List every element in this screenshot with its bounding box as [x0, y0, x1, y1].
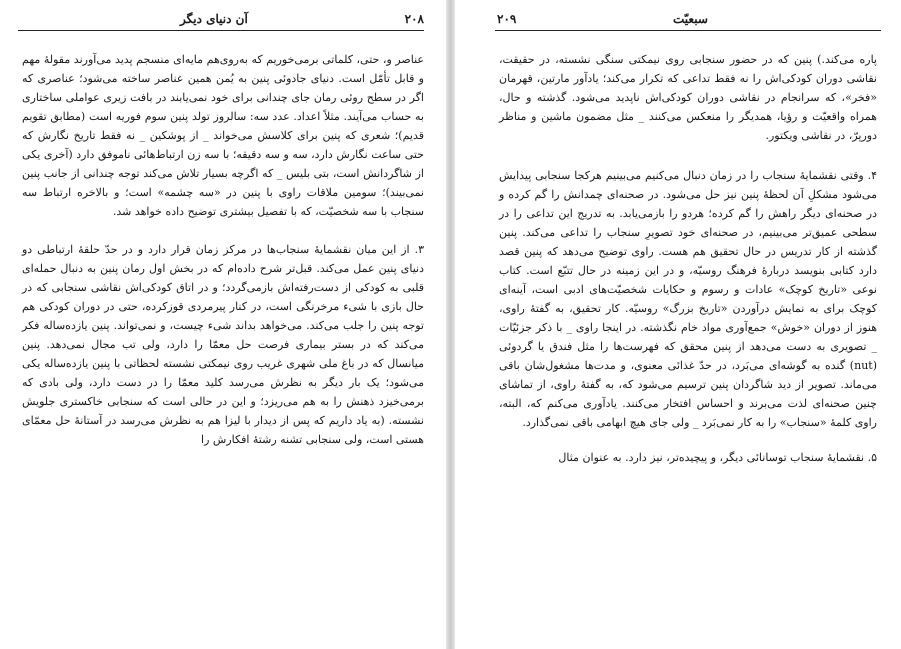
book-gutter: [446, 0, 455, 649]
page-body: [22, 50, 424, 449]
paragraph: ۴. وقتی نقشمایهٔ سنجاب را در زمان دنبال می‌کنیم می‌بینیم هرکجا سنجابی پیدایش می‌شود مشکلِ آن لحظهٔ پنین نیز حل می‌شود. در صحنه‌ای چمدانش را گم کرده و در صحنه‌ای دیگر راهش را گم کرده؛ هردو را بازمی‌یابد. به تدریج این تداعی را در سطحی عمیق‌تر می‌بینیم، در صحنه‌ای خود تصویرِ سنجاب را تداعی می‌کند. پنین گذشته از کار تدریس در حال تحقیق هم هست. راوی توضیح می‌دهد که پنین قصد دارد کتابی بنویسد دربارهٔ فرهنگ روسیّه، و در این زمینه در حال تتبّع است. کتاب نوعی «تاریخ کوچک» عادات و رسوم و حکایات شخصیّت‌های ادبی است، آینه‌ای کوچک برای به نمایش درآوردن «تاریخ بزرگ» روسیّه. کار تحقیق، به گفتهٔ راوی، هنوز از دوران «خوش» جمع‌آوری مواد خام نگذشته. در اینجا راوی _ با ذکر جزئیّات _ تصویری به دست می‌دهد از پنین محقق که فهرست‌ها را مثل فندق یا گردوئی (nut) گنده به گوشه‌ای می‌بَرد، در حدّ غذائی معنوی، و مدت‌ها مشغول‌شان باقی می‌ماند. تصویر از دید شاگردان پنین ترسیم می‌شود که، به گفتهٔ راوی، از تماشای چنین صحنه‌ای لذت می‌برند و احساس افتخار می‌کنند. یادآوری می‌کنم که، البته، راوی کلمهٔ «سنجاب» را به کار نمی‌بَرد _ ولی جای هیچ ابهامی باقی نمی‌گذارد.: [499, 169, 877, 429]
paragraph: ۳. از این میان نقشمایهٔ سنجاب‌ها در مرکز زمان قرار دارد و در حدّ حلقهٔ ارتباطی دو دنیای پنین عمل می‌کند. قبل‌تر شرح داده‌ام که در بخش اول رمان پنین به دنبال حمله‌ای قلبی به کودکی از دست‌رفته‌اش بازمی‌گردد؛ و در اتاق کودکی‌اش نقاشی سنجابی که در حال بازی با شیء مرخرنگی است، در کنار پیرمردی قوزکرده، حتی در دوران کودکی هم توجه پنین را جلب می‌کند. می‌خواهد بداند شیء چیست، و نمی‌تواند. پنین یازده‌ساله فکر می‌کند که در بستر بیماری فرصت حل معمّا را دارد، ولی تب مجال نمی‌دهد. پنین میانسال که در باغ ملی شهری غریب روی نیمکتی نشسته لحظاتی با پنین یازده‌ساله یکی می‌شود؛ یک بار دیگر به نظرش می‌رسد کلید معمّا را در دست دارد، ولی بادی که برمی‌خیزد ذهنش را به هم می‌ریزد؛ و این در حالی است که سنجابی خاکستری جلویش نشسته. (به یاد داریم که پس از دیدار با لیزا هم به نظرش می‌رسد در آستانهٔ حل معمّای هستی است، ولی سنجابی تشنه رشتهٔ افکارش را: [22, 243, 424, 446]
header-rule: [495, 30, 881, 31]
paragraph: ۵. نقشمایهٔ سنجاب توسانائی دیگر، و پیچیده‌تر، نیز دارد. به عنوان مثال: [558, 451, 877, 464]
left-page: [0, 0, 446, 649]
running-head: سبعیّت: [673, 12, 708, 26]
paragraph: عناصر و، حتی، کلماتی برمی‌خوریم که به‌روی‌هم مایه‌ای منسجم پدید می‌آورند مقولهٔ مهم و قابل تأمّل است. دنیای جادوئی پنین به یُمن همین عناصر ساخته می‌شود؛ عناصری که اگر در سطح روئی رمان جای چندانی برای خود نمی‌یابند در بافت زیری عواملی ساختاری به حساب می‌آیند. مثلاً اعداد. عدد سه: سالروز تولد پنین سوم فوریه است (مطابق تقویم قدیم)؛ شعری که پنین برای کلاسش می‌خواند _ از پوشکین _ نه فقط تاریخ نگارش که حتی ساعت نگارش دارد، سه و سه دقیقه؛ با سه زن ارتباط‌هائی ناموفق دارد (آخری یکی از شاگردانش است، بتی بلیس _ که اگرچه بسیار تلاش می‌کند توجه چندانی از جانب پنین نمی‌بیند)؛ سومین ملاقات راوی با پنین در «سه چشمه» است؛ و بالاخره ارتباط سه سنجاب با سه شخصیّت، که با تفصیل بیشتری توضیح داده خواهد شد.: [22, 53, 424, 218]
page-number: ۲۰۸: [404, 12, 424, 26]
page-number: ۲۰۹: [497, 12, 517, 26]
paragraph: پاره می‌کند.) پنین که در حضور سنجابی روی نیمکتی سنگی نشسته، در حقیقت، نقاشی دوران کودکی‌اش را نه فقط تداعی که تکرار می‌کند؛ یادآور مارتین، قهرمان «فخر»، که سرانجام در نقاشی دوران کودکی‌اش ناپدید می‌شود. گذشته و حال، همراه واقعیّت و رؤیا، همدیگر را منعکس می‌کنند _ مثل مضمون ماشین و مناظر دورپرّ، در نقاشی ویکتور.: [499, 53, 877, 142]
header-rule: [18, 30, 424, 31]
running-head: آن دنیای دیگر: [180, 12, 248, 26]
right-page: [455, 0, 901, 649]
page-body: [499, 50, 877, 467]
